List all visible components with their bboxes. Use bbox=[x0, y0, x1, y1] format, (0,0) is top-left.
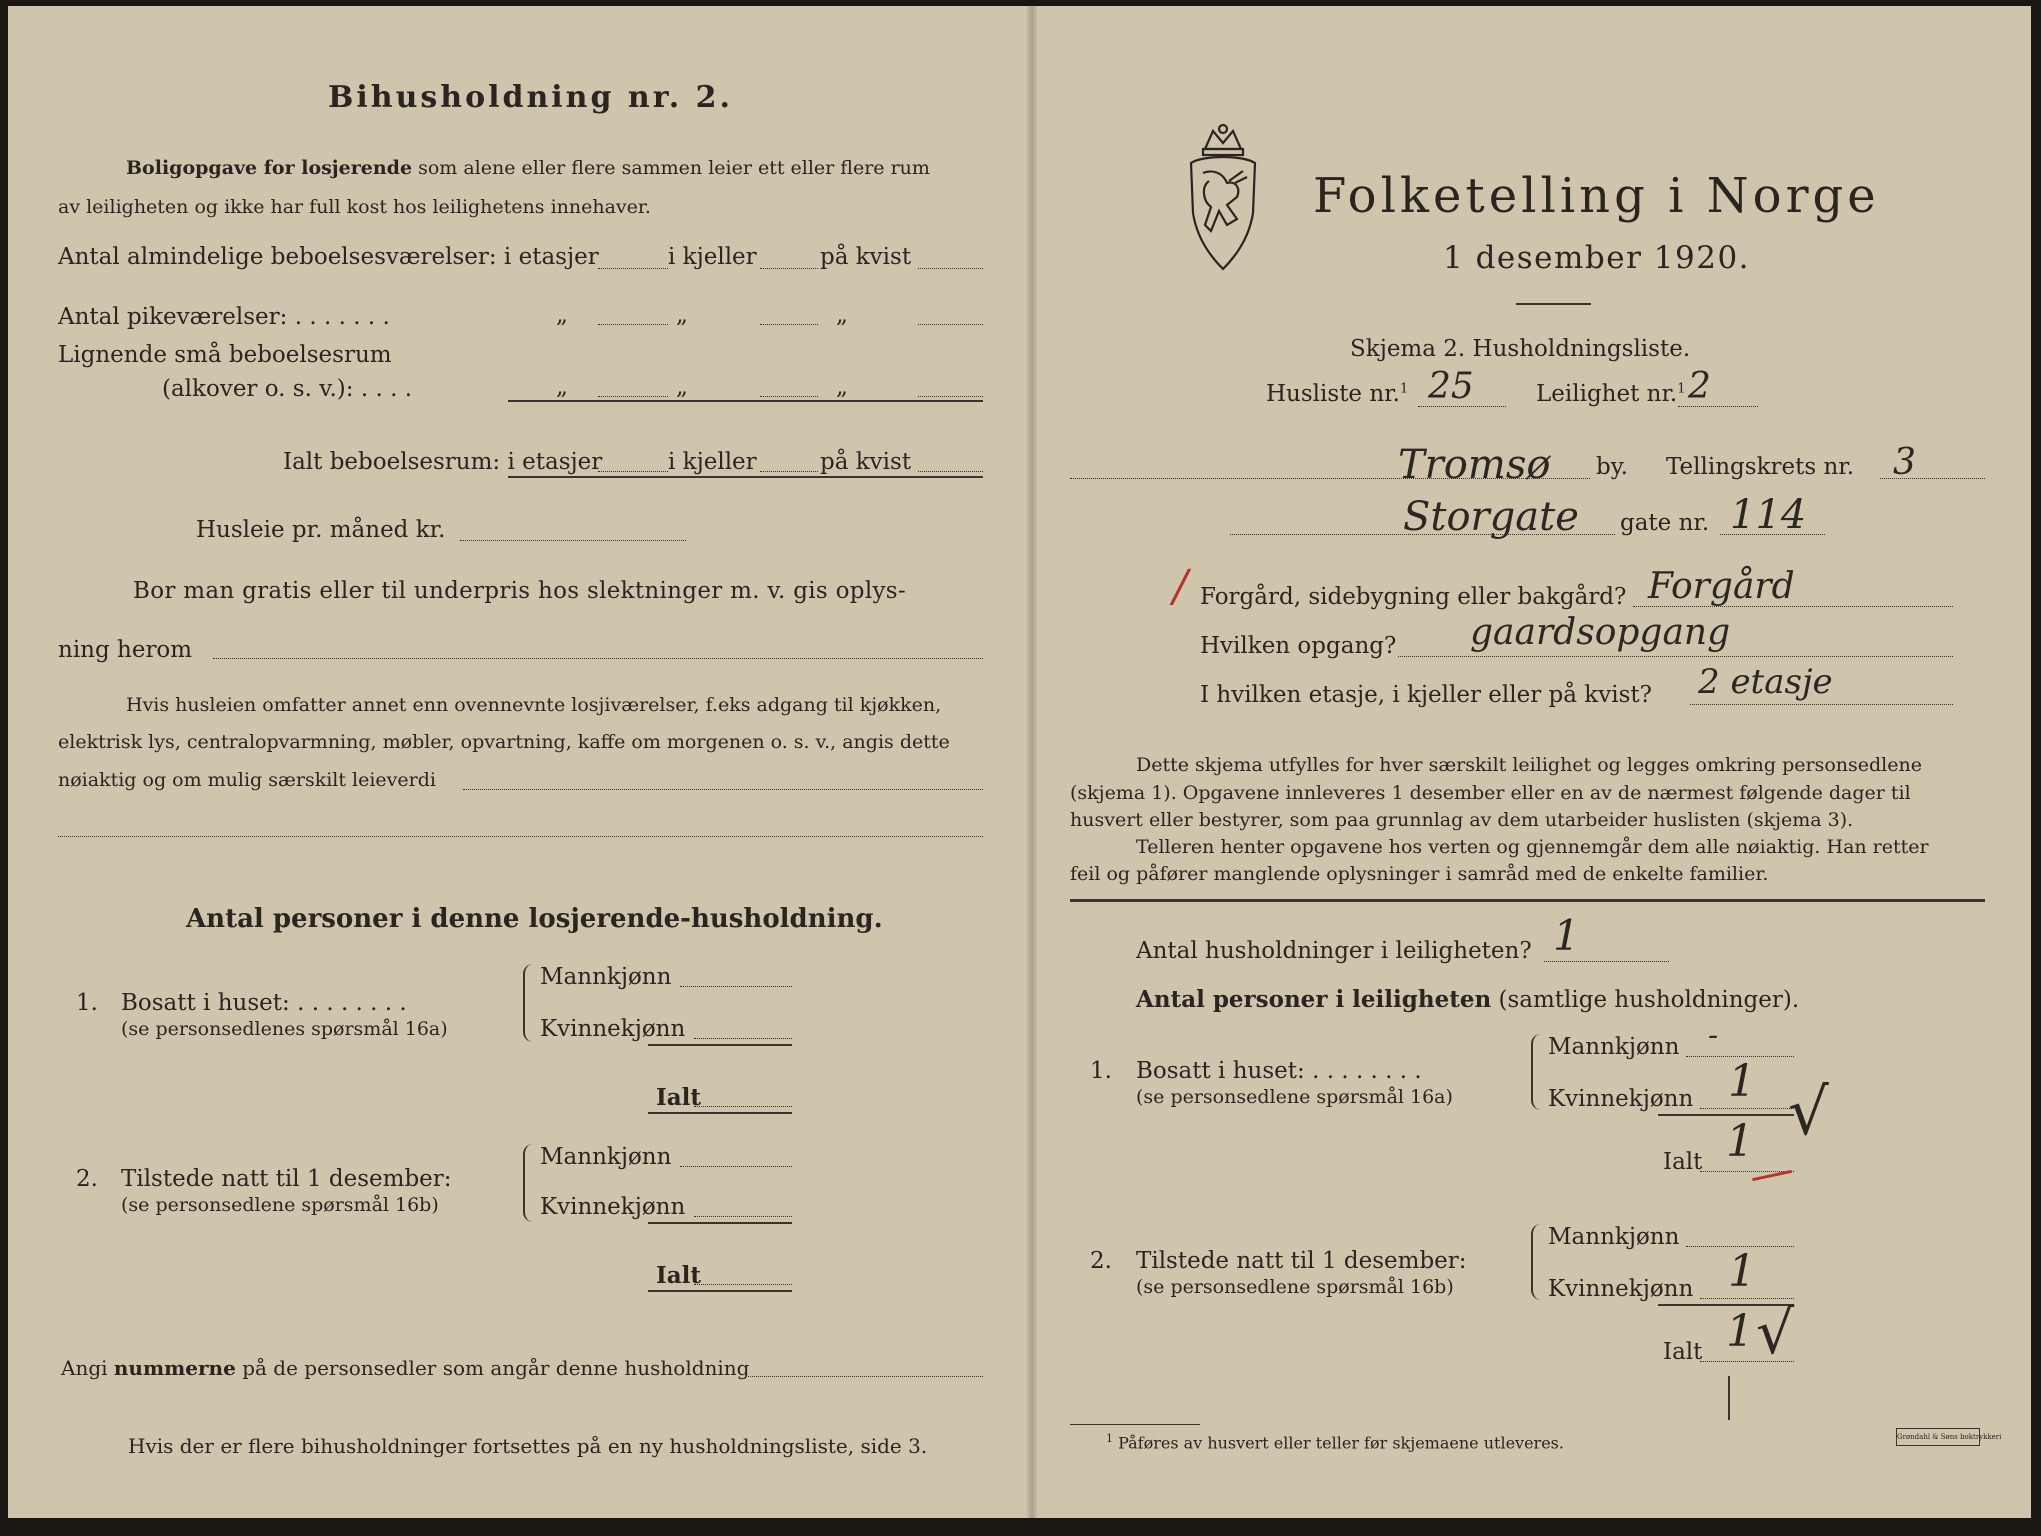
right-q1-kvinne-label: Kvinnekjønn bbox=[1548, 1086, 1694, 1112]
left-q2-ialt-label: Ialt bbox=[656, 1262, 702, 1289]
lignende-label: Lignende små beboelsesrum bbox=[58, 342, 392, 368]
left-q1-ialt-label: Ialt bbox=[656, 1084, 702, 1111]
left-footer: Hvis der er flere bihusholdninger fortsettes på en ny husholdningsliste, side 3. bbox=[128, 1434, 928, 1458]
left-q1-mann-label: Mannkjønn bbox=[540, 964, 672, 990]
husliste-text: Husliste nr. bbox=[1266, 381, 1400, 407]
left-q2-kvinne-line[interactable] bbox=[694, 1216, 792, 1217]
forgard-value[interactable]: Forgård bbox=[1648, 566, 1795, 607]
left-q2-mann-label: Mannkjønn bbox=[540, 1144, 672, 1170]
right-q1-ialt-label: Ialt bbox=[1663, 1149, 1703, 1175]
right-q1-check: √ bbox=[1788, 1076, 1829, 1150]
left-q1-num: 1. bbox=[76, 990, 98, 1016]
gratis-line-1: Bor man gratis eller til underpris hos slektninger m. v. gis oplys- bbox=[133, 578, 906, 604]
sum-rule-1 bbox=[508, 400, 983, 402]
gratis-line[interactable] bbox=[213, 658, 983, 659]
left-q1-brace bbox=[523, 964, 535, 1042]
footnote-mark: 1 bbox=[1106, 1432, 1113, 1445]
coat-of-arms-icon bbox=[1183, 121, 1263, 276]
right-persons-rest: (samtlige husholdninger). bbox=[1498, 987, 1800, 1013]
left-q1-label: Bosatt i huset: . . . . . . . . bbox=[121, 990, 407, 1016]
schema-label: Skjema 2. Husholdningsliste. bbox=[1350, 336, 1691, 362]
alkover-kjeller-line[interactable] bbox=[760, 396, 818, 397]
husliste-footnote-mark: 1 bbox=[1399, 381, 1409, 397]
census-date: 1 desember 1920. bbox=[1443, 240, 1751, 276]
left-q2-sum-rule bbox=[648, 1222, 792, 1224]
left-q1-sub: (se personsedlenes spørsmål 16a) bbox=[121, 1018, 448, 1040]
ialt-etasjer-line[interactable] bbox=[598, 471, 668, 472]
left-q2-ialt-line[interactable] bbox=[694, 1284, 792, 1285]
gate-value[interactable]: 114 bbox=[1730, 492, 1807, 538]
left-title: Bihusholdning nr. 2. bbox=[328, 80, 733, 115]
angi-pre: Angi bbox=[61, 1356, 108, 1380]
rooms-etasjer-line[interactable] bbox=[598, 268, 668, 269]
husliste-value[interactable]: 25 bbox=[1428, 366, 1474, 407]
husholdninger-value[interactable]: 1 bbox=[1553, 911, 1580, 960]
husleie-line[interactable] bbox=[460, 540, 686, 541]
alkover-ditto-3: „ bbox=[836, 374, 848, 400]
left-q1-ialt-line[interactable] bbox=[694, 1106, 792, 1107]
intro-line-1 bbox=[126, 157, 930, 179]
rooms-kjeller-line[interactable] bbox=[760, 268, 818, 269]
street-line[interactable] bbox=[1230, 534, 1615, 535]
pike-ditto-2: „ bbox=[676, 302, 688, 328]
angi-line bbox=[61, 1356, 749, 1380]
right-q1-num: 1. bbox=[1090, 1058, 1112, 1084]
page-fold bbox=[1027, 6, 1037, 1518]
by-label: by. bbox=[1596, 454, 1628, 480]
tellingskrets-value[interactable]: 3 bbox=[1893, 442, 1916, 483]
leilighet-label bbox=[1536, 381, 1686, 407]
right-q2-sub: (se personsedlene spørsmål 16b) bbox=[1136, 1276, 1454, 1298]
left-q1-mann-line[interactable] bbox=[680, 986, 792, 987]
husleie-note-3: nøiaktig og om mulig særskilt leieverdi bbox=[58, 769, 436, 791]
right-persons-heading bbox=[1136, 986, 1799, 1013]
left-q1-kvinne-label: Kvinnekjønn bbox=[540, 1016, 686, 1042]
right-q2-mann-label: Mannkjønn bbox=[1548, 1224, 1680, 1250]
title-rule bbox=[1516, 303, 1591, 305]
right-q1-label: Bosatt i huset: . . . . . . . . bbox=[1136, 1058, 1422, 1084]
alkover-label: (alkover o. s. v.): . . . . bbox=[162, 376, 413, 402]
instruction-line-4: Telleren henter opgavene hos verten og gjennemgår dem alle nøiaktig. Han retter bbox=[1136, 836, 1929, 858]
pencil-stroke bbox=[1728, 1376, 1732, 1420]
right-q1-kvinne-value[interactable]: 1 bbox=[1728, 1056, 1756, 1107]
etasje-line[interactable] bbox=[1690, 704, 1953, 705]
opgang-label: Hvilken opgang? bbox=[1200, 633, 1397, 659]
right-title: Folketelling i Norge bbox=[1313, 168, 1880, 224]
city-value[interactable]: Tromsø bbox=[1398, 442, 1551, 488]
gate-label: gate nr. bbox=[1620, 510, 1710, 536]
pike-ditto-1: „ bbox=[556, 302, 568, 328]
leieverdi-line[interactable] bbox=[463, 789, 983, 790]
footnote-rule bbox=[1070, 1424, 1200, 1425]
alkover-ditto-1: „ bbox=[556, 374, 568, 400]
rooms-kvist-line[interactable] bbox=[918, 268, 983, 269]
left-q2-label: Tilstede natt til 1 desember: bbox=[121, 1166, 452, 1192]
husleie-label: Husleie pr. måned kr. bbox=[196, 517, 446, 543]
intro-bold: Boligopgave for losjerende bbox=[126, 157, 413, 179]
right-q2-num: 2. bbox=[1090, 1248, 1112, 1274]
right-q1-sub: (se personsedlene spørsmål 16a) bbox=[1136, 1086, 1453, 1108]
printer-stamp: Grøndahl & Søns boktrykkeri bbox=[1896, 1428, 1980, 1446]
husholdninger-line[interactable] bbox=[1544, 961, 1669, 962]
ialt-kjeller-label: i kjeller bbox=[668, 449, 757, 475]
left-q2-brace bbox=[523, 1144, 535, 1222]
right-q2-brace bbox=[1531, 1224, 1543, 1300]
instruction-line-1: Dette skjema utfylles for hver særskilt leilighet og legges omkring personsedlene bbox=[1136, 754, 1922, 776]
left-q1-ialt-rule bbox=[648, 1112, 792, 1114]
instruction-line-2: (skjema 1). Opgavene innleveres 1 desember eller en av de nærmest følgende dager til bbox=[1070, 782, 1911, 804]
extra-line[interactable] bbox=[58, 836, 983, 837]
instruction-line-3: husvert eller bestyrer, som paa grunnlag av dem utarbeider huslisten (skjema 3). bbox=[1070, 809, 1854, 831]
ialt-kvist-line[interactable] bbox=[918, 471, 983, 472]
right-q1-mann-value[interactable]: - bbox=[1708, 1018, 1719, 1053]
right-persons-bold: Antal personer i leiligheten bbox=[1136, 986, 1492, 1013]
tellingskrets-line[interactable] bbox=[1880, 478, 1985, 479]
alkover-ditto-2: „ bbox=[676, 374, 688, 400]
left-q2-kvinne-label: Kvinnekjønn bbox=[540, 1194, 686, 1220]
forgard-label: Forgård, sidebygning eller bakgård? bbox=[1200, 584, 1627, 610]
right-q2-kvinne-label: Kvinnekjønn bbox=[1548, 1276, 1694, 1302]
husholdninger-label: Antal husholdninger i leiligheten? bbox=[1136, 938, 1532, 964]
footnote-text: Påføres av husvert eller teller før skjemaene utleveres. bbox=[1118, 1433, 1564, 1453]
red-margin-mark: / bbox=[1173, 561, 1188, 612]
right-q2-ialt-value[interactable]: 1 bbox=[1726, 1306, 1754, 1357]
right-q1-mann-label: Mannkjønn bbox=[1548, 1034, 1680, 1060]
pike-etasjer-line[interactable] bbox=[598, 324, 668, 325]
city-line[interactable] bbox=[1070, 478, 1590, 479]
footnote bbox=[1106, 1432, 1564, 1452]
pike-kvist-line[interactable] bbox=[918, 324, 983, 325]
angi-bold: nummerne bbox=[113, 1356, 236, 1380]
right-q2-ialt-label: Ialt bbox=[1663, 1339, 1703, 1365]
ialt-kvist-label: på kvist bbox=[820, 449, 912, 475]
leilighet-text: Leilighet nr. bbox=[1536, 381, 1678, 407]
angi-answer-line[interactable] bbox=[748, 1376, 983, 1377]
right-q2-check: √ bbox=[1756, 1298, 1795, 1368]
husleie-note-1: Hvis husleien omfatter annet enn ovennevnte losjiværelser, f.eks adgang til kjøkken, bbox=[126, 694, 942, 716]
opgang-line[interactable] bbox=[1398, 656, 1953, 657]
rooms-label: Antal almindelige beboelsesværelser: i etasjer bbox=[58, 244, 599, 270]
leilighet-value[interactable]: 2 bbox=[1688, 366, 1711, 407]
right-q1-ialt-value[interactable]: 1 bbox=[1726, 1116, 1754, 1167]
left-q2-ialt-rule bbox=[648, 1290, 792, 1292]
right-q1-kvinne-line[interactable] bbox=[1700, 1108, 1794, 1109]
rooms-kjeller-label: i kjeller bbox=[668, 244, 757, 270]
gratis-line-2: ning herom bbox=[58, 637, 193, 663]
ialt-kjeller-line[interactable] bbox=[760, 471, 818, 472]
pike-kjeller-line[interactable] bbox=[760, 324, 818, 325]
pike-ditto-3: „ bbox=[836, 302, 848, 328]
opgang-value[interactable]: gaardsopgang bbox=[1470, 612, 1731, 653]
angi-rest: på de personsedler som angår denne husholdning bbox=[242, 1356, 750, 1380]
left-q2-sub: (se personsedlene spørsmål 16b) bbox=[121, 1194, 439, 1216]
husliste-line[interactable] bbox=[1418, 406, 1506, 407]
right-q2-ialt-line[interactable] bbox=[1700, 1361, 1794, 1362]
rooms-kvist-label: på kvist bbox=[820, 244, 912, 270]
etasje-value[interactable]: 2 etasje bbox=[1698, 662, 1833, 702]
tellingskrets-label: Tellingskrets nr. bbox=[1666, 454, 1855, 480]
left-q1-kvinne-line[interactable] bbox=[694, 1038, 792, 1039]
left-q1-sum-rule bbox=[648, 1044, 792, 1046]
husliste-label bbox=[1266, 381, 1408, 407]
intro-line-2: av leiligheten og ikke har full kost hos leilighetens innehaver. bbox=[58, 196, 651, 218]
intro-rest: som alene eller flere sammen leier ett eller flere rum bbox=[418, 157, 930, 179]
sum-rule-2 bbox=[508, 476, 983, 478]
right-q2-label: Tilstede natt til 1 desember: bbox=[1136, 1248, 1467, 1274]
alkover-etasjer-line[interactable] bbox=[598, 396, 668, 397]
leilighet-footnote-mark: 1 bbox=[1677, 381, 1686, 397]
left-q2-mann-line[interactable] bbox=[680, 1166, 792, 1167]
census-form-sheet bbox=[8, 6, 2031, 1518]
instruction-rule bbox=[1070, 899, 1985, 902]
etasje-label: I hvilken etasje, i kjeller eller på kvist? bbox=[1200, 682, 1652, 708]
alkover-kvist-line[interactable] bbox=[918, 396, 983, 397]
pike-label: Antal pikeværelser: . . . . . . . bbox=[58, 304, 390, 330]
street-value[interactable]: Storgate bbox=[1403, 494, 1579, 540]
right-q2-kvinne-value[interactable]: 1 bbox=[1728, 1246, 1756, 1297]
left-q2-num: 2. bbox=[76, 1166, 98, 1192]
husleie-note-2: elektrisk lys, centralopvarmning, møbler, opvartning, kaffe om morgenen o. s. v., angis dette bbox=[58, 731, 950, 753]
leilighet-line[interactable] bbox=[1678, 406, 1758, 407]
right-q1-brace bbox=[1531, 1034, 1543, 1110]
left-persons-heading: Antal personer i denne losjerende-husholdning. bbox=[186, 904, 883, 934]
instruction-line-5: feil og påfører manglende oplysninger i samråd med de enkelte familier. bbox=[1070, 863, 1769, 885]
ialt-rooms-label: Ialt beboelsesrum: i etasjer bbox=[283, 449, 603, 475]
gate-line[interactable] bbox=[1720, 534, 1825, 535]
forgard-line[interactable] bbox=[1633, 606, 1953, 607]
